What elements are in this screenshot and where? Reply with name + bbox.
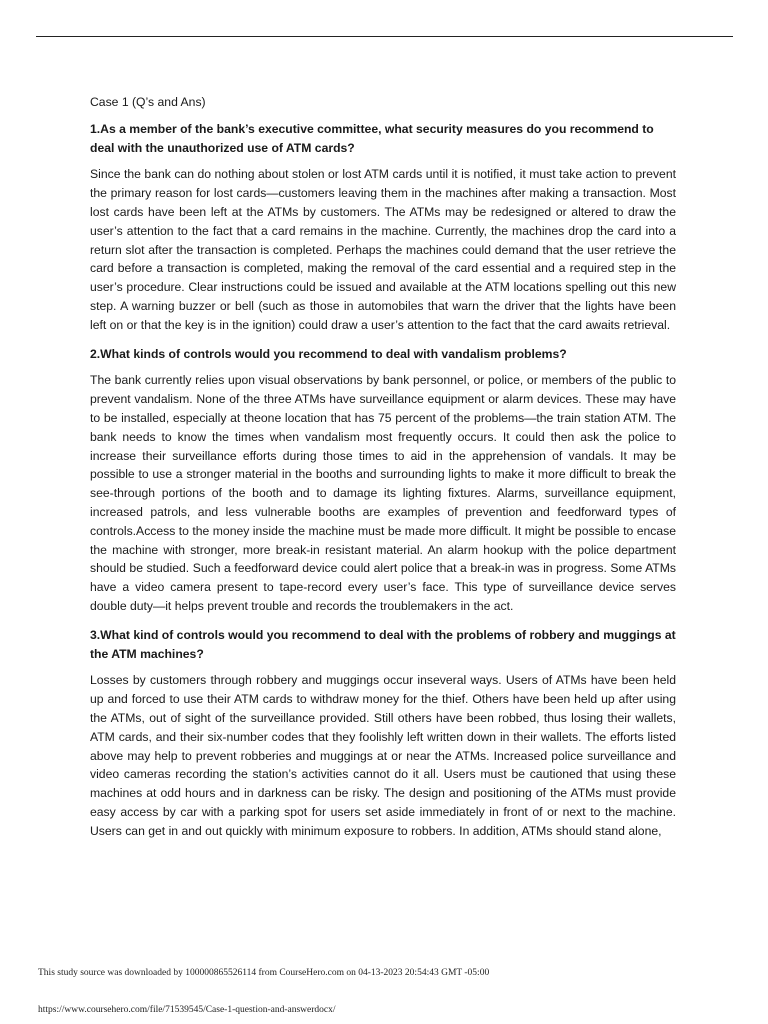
case-title: Case 1 (Q’s and Ans) [90, 95, 206, 109]
question-1: 1.As a member of the bank’s executive committee, what security measures do you recommend to deal with the unauthorized use of ATM cards? [90, 121, 654, 155]
source-url[interactable]: https://www.coursehero.com/file/71539545/Case-1-question-and-answerdocx/ [38, 1005, 336, 1015]
download-source-note: This study source was downloaded by 100000865526114 from CourseHero.com on 04-13-2023 20:54:43 GMT -05:00 [38, 968, 490, 978]
answer-1: Since the bank can do nothing about stolen or lost ATM cards until it is notified, it must take action to prevent the primary reason for lost cards—customers leaving them in the machines after making a transaction. Most lost cards have been left at the ATMs by customers. The ATMs may be redesigned or altered to draw the user’s attention to the fact that a card remains in the machine. Currently, the machines drop the card into a return slot after the transaction is completed. Perhaps the machines could demand that the user retrieve the card before a transaction is completed, making the removal of the card essential and a required step in the user’s procedure. Clear instructions could be issued and available at the ATM locations spelling out this new step. A warning buzzer or bell (such as those in automobiles that warn the driver that the lights have been left on or that the key is in the ignition) could draw a user’s attention to the fact that the card awaits retrieval. [90, 167, 676, 332]
answer-2: The bank currently relies upon visual observations by bank personnel, or police, or members of the public to prevent vandalism. None of the three ATMs have surveillance equipment or alarm devices. These may have to be installed, especially at theone location that has 75 percent of the problems—the train station ATM. The bank needs to know the times when vandalism most frequently occurs. It could then ask the police to increase their surveillance efforts during those times to aid in the apprehension of vandals. It may be possible to use a stronger material in the booths and surrounding lights to make it more difficult to break the see-through portions of the booth and to damage its lighting fixtures. Alarms, surveillance equipment, increased patrols, and less vulnerable booths are examples of prevention and feedforward types of controls.Access to the money inside the machine must be made more difficult. It might be possible to encase the machine with stronger, more break-in resistant material. An alarm hookup with the police department should be studied. Such a feedforward device could alert police that a break-in was in progress. Some ATMs have a video camera present to tape-record every user’s face. This type of surveillance device serves double duty—it helps prevent trouble and records the troublemakers in the act. [90, 373, 676, 613]
question-3: 3.What kind of controls would you recommend to deal with the problems of robbery and muggings at the ATM machines? [90, 627, 676, 661]
document-body [90, 93, 676, 850]
top-divider [36, 36, 733, 37]
answer-3: Losses by customers through robbery and muggings occur inseveral ways. Users of ATMs have been held up and forced to use their ATM cards to withdraw money for the thief. Others have been held up after using the ATMs, out of sight of the surveillance provided. Still others have been robbed, thus losing their wallets, ATM cards, and their six-number codes that they foolishly left written down in their wallets. The efforts listed above may help to prevent robberies and muggings at or near the ATMs. Increased police surveillance and video cameras recording the station’s activities cannot do it all. Users must be cautioned that using these machines at odd hours and in darkness can be risky. The design and positioning of the ATMs must provide easy access by car with a parking spot for users set aside immediately in front of or next to the machine. Users can get in and out quickly with minimum exposure to robbers. In addition, ATMs should stand alone, [90, 673, 676, 838]
question-2: 2.What kinds of controls would you recommend to deal with vandalism problems? [90, 346, 567, 361]
